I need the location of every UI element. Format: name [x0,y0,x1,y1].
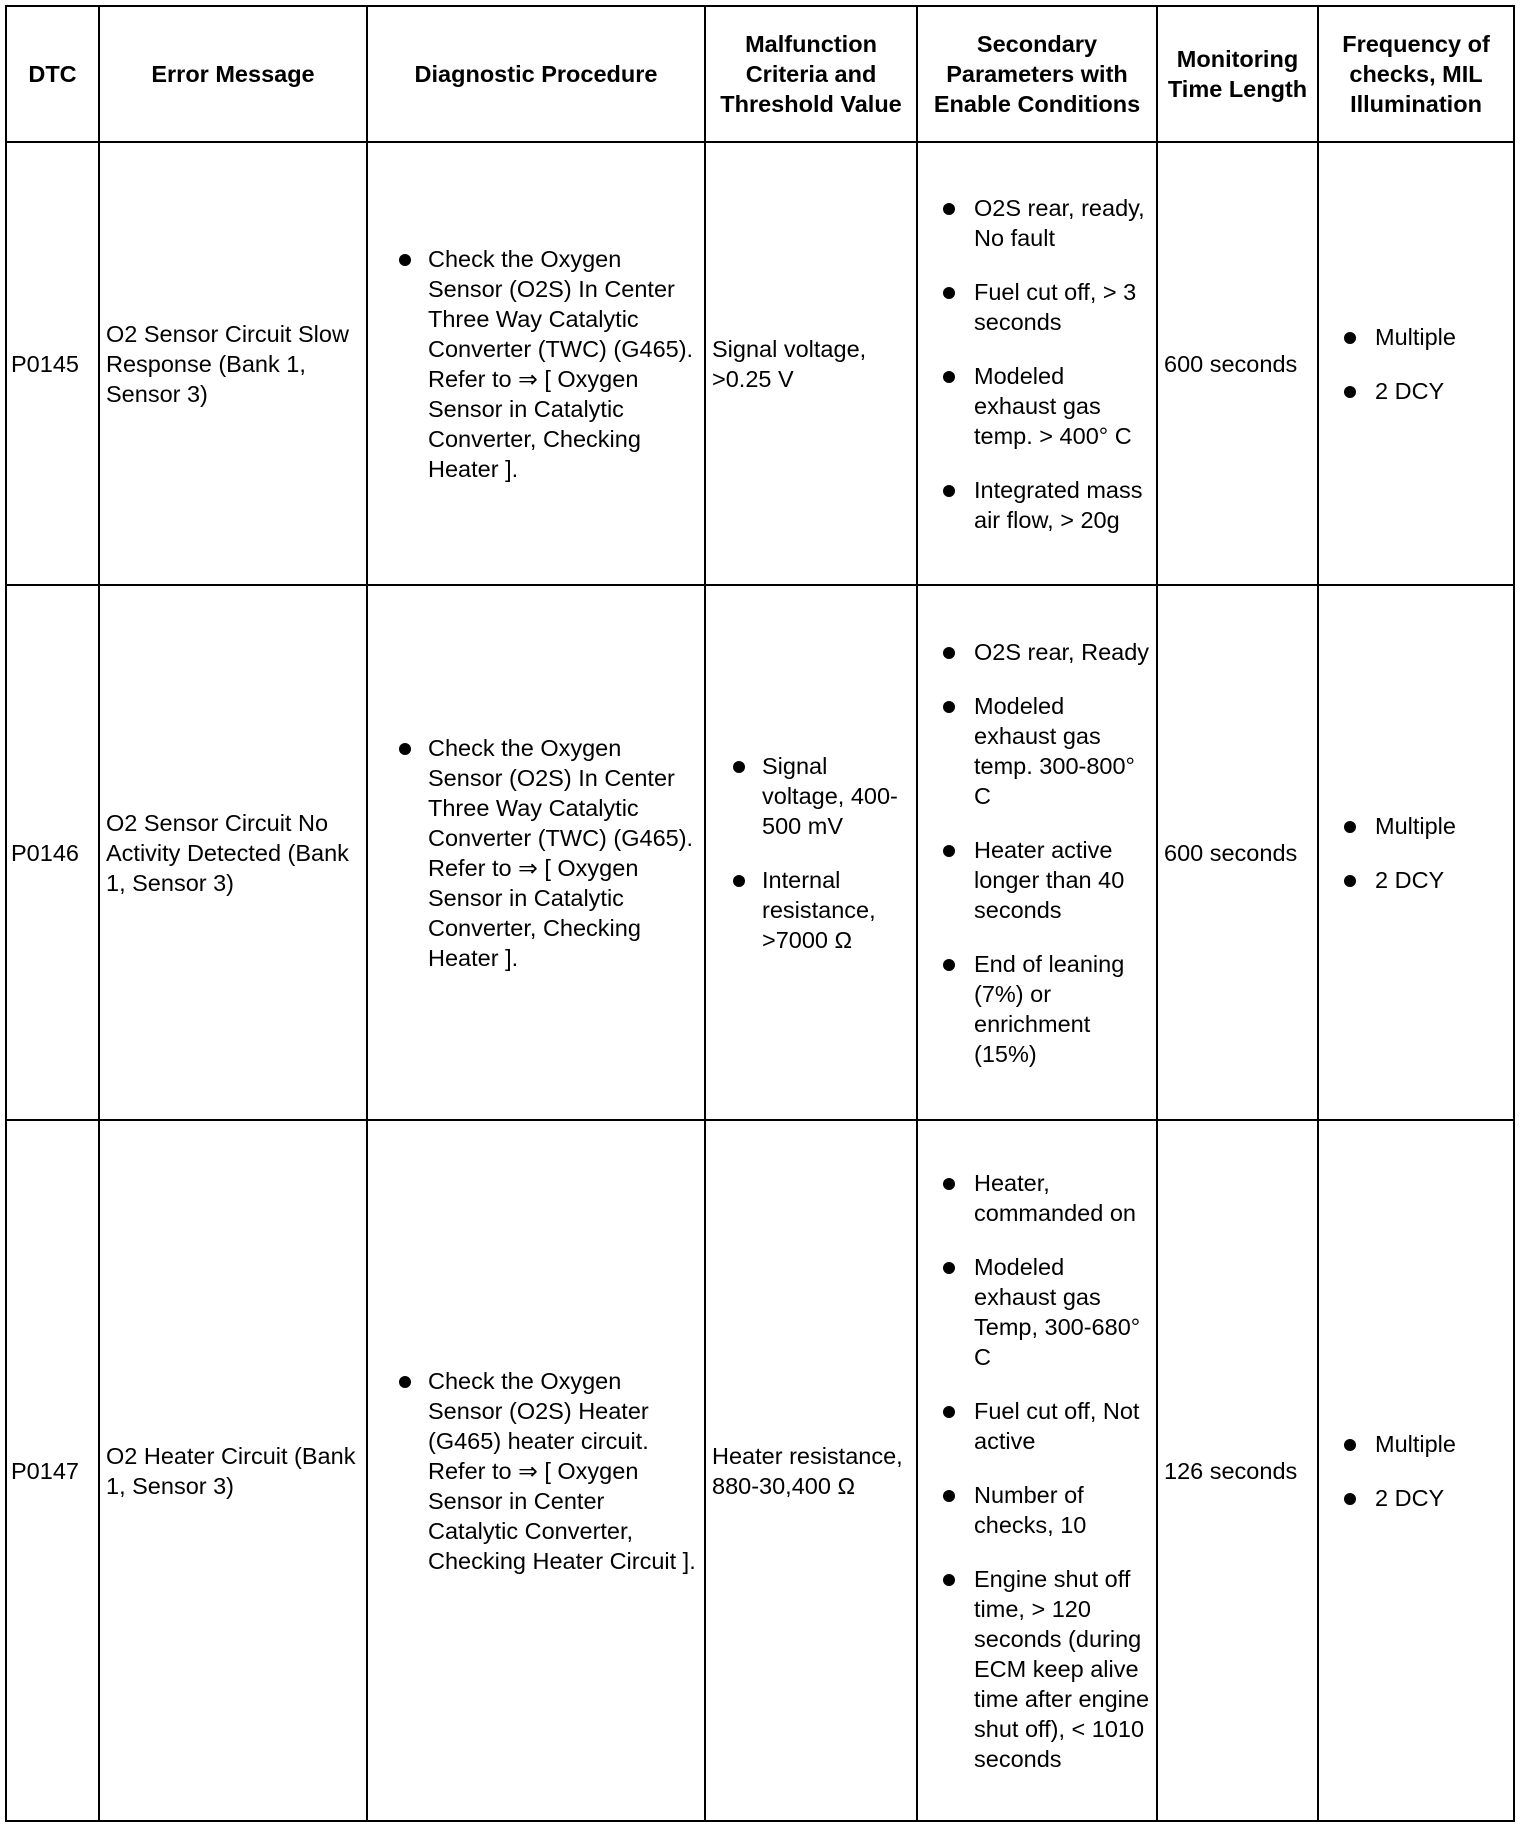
dtc-document [5,5,1513,1820]
secondary-param-item: End of leaning (7%) or enrichment (15%) [930,949,1152,1069]
frequency-item: 2 DCY [1331,376,1507,406]
frequency-item: 2 DCY [1331,1483,1507,1513]
header-error-message: Error Message [99,6,367,142]
frequency-item: Multiple [1331,811,1507,841]
table-row [6,1120,1514,1821]
error-message: O2 Heater Circuit (Bank 1, Sensor 3) [99,1120,367,1821]
frequency-item: Multiple [1331,322,1507,352]
dtc-code: P0145 [6,142,99,585]
secondary-param-item: Heater active longer than 40 seconds [930,835,1152,925]
malfunction-criteria: Signal voltage, >0.25 V [705,142,917,585]
secondary-param-item: Modeled exhaust gas Temp, 300-680° C [930,1252,1152,1372]
frequency-item: Multiple [1331,1429,1507,1459]
secondary-parameters [917,142,1157,585]
diagnostic-procedure [367,142,705,585]
header-frequency: Frequency of checks, MIL Illumination [1318,6,1514,142]
table-row [6,142,1514,585]
header-row [6,6,1514,142]
secondary-param-item: Fuel cut off, > 3 seconds [930,277,1152,337]
header-dtc: DTC [6,6,99,142]
secondary-parameters [917,585,1157,1120]
criteria-item: Internal resistance, >7000 Ω [720,865,910,955]
frequency [1318,1120,1514,1821]
header-malfunction-criteria: Malfunction Criteria and Threshold Value [705,6,917,142]
dtc-code: P0146 [6,585,99,1120]
error-message: O2 Sensor Circuit No Activity Detected (Bank 1, Sensor 3) [99,585,367,1120]
header-diagnostic-procedure: Diagnostic Procedure [367,6,705,142]
malfunction-criteria: Heater resistance, 880-30,400 Ω [705,1120,917,1821]
dtc-code: P0147 [6,1120,99,1821]
header-monitoring-time: Monitoring Time Length [1157,6,1318,142]
monitoring-time: 600 seconds [1157,142,1318,585]
secondary-param-item: Number of checks, 10 [930,1480,1152,1540]
secondary-param-item: Integrated mass air flow, > 20g [930,475,1152,535]
malfunction-criteria [705,585,917,1120]
frequency [1318,142,1514,585]
secondary-param-item: Heater, commanded on [930,1168,1152,1228]
frequency-item: 2 DCY [1331,865,1507,895]
procedure-item: Check the Oxygen Sensor (O2S) In Center Three Way Catalytic Converter (TWC) (G465). Refer to ⇒ [ Oxygen Sensor in Catalytic Converter, Checking Heater ]. [386,733,698,973]
secondary-param-item: Modeled exhaust gas temp. 300-800° C [930,691,1152,811]
secondary-param-item: O2S rear, ready, No fault [930,193,1152,253]
monitoring-time: 126 seconds [1157,1120,1318,1821]
diagnostic-procedure [367,1120,705,1821]
secondary-param-item: O2S rear, Ready [930,637,1152,667]
criteria-item: Signal voltage, 400-500 mV [720,751,910,841]
table-row [6,585,1514,1120]
monitoring-time: 600 seconds [1157,585,1318,1120]
error-message: O2 Sensor Circuit Slow Response (Bank 1, Sensor 3) [99,142,367,585]
frequency [1318,585,1514,1120]
secondary-param-item: Modeled exhaust gas temp. > 400° C [930,361,1152,451]
dtc-table [5,5,1515,1822]
diagnostic-procedure [367,585,705,1120]
procedure-item: Check the Oxygen Sensor (O2S) In Center Three Way Catalytic Converter (TWC) (G465). Refer to ⇒ [ Oxygen Sensor in Catalytic Converter, Checking Heater ]. [386,244,698,484]
secondary-param-item: Engine shut off time, > 120 seconds (during ECM keep alive time after engine shut off), < 1010 seconds [930,1564,1152,1774]
secondary-param-item: Fuel cut off, Not active [930,1396,1152,1456]
secondary-parameters [917,1120,1157,1821]
procedure-item: Check the Oxygen Sensor (O2S) Heater (G465) heater circuit. Refer to ⇒ [ Oxygen Sensor in Center Catalytic Converter, Checking Heater Circuit ]. [386,1366,698,1576]
header-secondary-parameters: Secondary Parameters with Enable Conditions [917,6,1157,142]
